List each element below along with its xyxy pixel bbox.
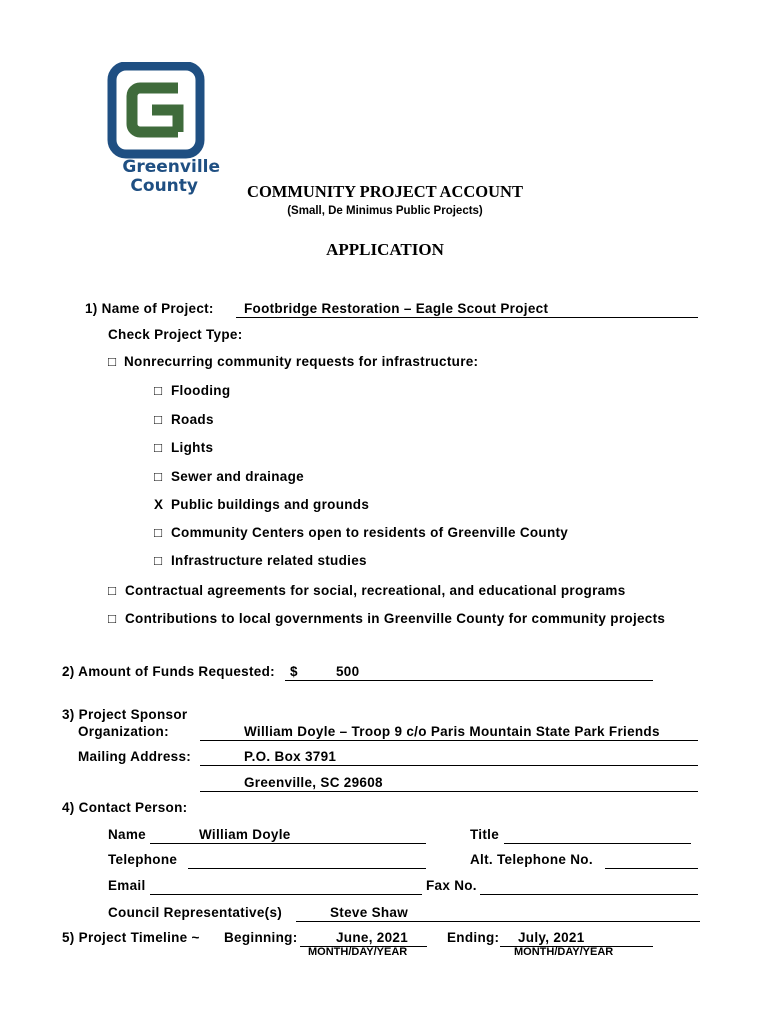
option-label: Flooding [171,383,231,398]
checkbox[interactable]: □ [154,525,163,540]
funds-requested-value: 500 [336,664,360,679]
option-label: Community Centers open to residents of Greenville County [171,525,569,540]
checkbox[interactable]: □ [154,383,163,398]
contact-name-value: William Doyle [199,827,291,842]
option-label: Infrastructure related studies [171,553,367,568]
address-line2-value: Greenville, SC 29608 [244,775,383,790]
checkbox[interactable]: □ [154,469,163,484]
funds-currency: $ [290,664,298,679]
checkbox[interactable]: □ [154,440,163,455]
telephone-line[interactable] [188,868,426,869]
checkbox[interactable]: □ [108,611,117,626]
address-line2-line[interactable] [200,791,698,792]
checkbox[interactable]: □ [108,583,117,598]
fax-label: Fax No. [426,878,477,893]
council-rep-label: Council Representative(s) [108,905,283,920]
beginning-format-hint: MONTH/DAY/YEAR [308,946,408,958]
sponsor-label-line1: 3) Project Sponsor [62,707,188,722]
sponsor-label-line2: Organization: [78,724,169,739]
beginning-value: June, 2021 [336,930,409,945]
email-line[interactable] [150,894,422,895]
subtype-option-roads[interactable] [154,412,214,427]
ending-value: July, 2021 [518,930,585,945]
address-line1-line[interactable] [200,765,698,766]
contributions-option[interactable] [108,611,665,626]
subtype-option-community-centers[interactable] [154,525,568,540]
checkbox[interactable]: □ [154,412,163,427]
contact-title-label: Title [470,827,500,842]
option-label: Roads [171,412,214,427]
contact-name-label: Name [108,827,146,842]
contact-title-line[interactable] [504,843,691,844]
application-heading: APPLICATION [326,240,444,259]
address-line1-value: P.O. Box 3791 [244,749,337,764]
council-rep-value: Steve Shaw [330,905,409,920]
option-label: Sewer and drainage [171,469,304,484]
page-subtitle: (Small, De Minimus Public Projects) [287,205,483,217]
subtype-option-lights[interactable] [154,440,213,455]
contact-person-label: 4) Contact Person: [62,800,188,815]
organization-line[interactable] [200,740,698,741]
organization-value: William Doyle – Troop 9 c/o Paris Mountain State Park Friends [244,724,660,739]
email-label: Email [108,878,146,893]
option-label: Nonrecurring community requests for infrastructure: [124,354,479,369]
fax-line[interactable] [480,894,698,895]
alt-telephone-label: Alt. Telephone No. [470,852,593,867]
funds-requested-line[interactable] [285,680,653,681]
project-name-line[interactable] [236,317,698,318]
check-project-type-label: Check Project Type: [108,327,243,342]
project-name-value: Footbridge Restoration – Eagle Scout Project [244,301,549,316]
county-logo-mark [92,62,222,162]
checkbox[interactable]: □ [108,354,117,369]
option-label: Contributions to local governments in Greenville County for community projects [125,611,666,626]
mailing-address-label: Mailing Address: [78,749,192,764]
timeline-label: 5) Project Timeline ~ [62,930,200,945]
page-title: COMMUNITY PROJECT ACCOUNT [247,182,523,201]
checkbox[interactable]: □ [154,553,163,568]
option-label: Lights [171,440,214,455]
contact-name-line[interactable] [150,843,426,844]
checkbox-checked[interactable]: X [154,497,164,512]
county-logo [92,62,222,202]
nonrecurring-option[interactable] [108,354,478,369]
subtype-option-sewer[interactable] [154,469,304,484]
logo-name-line1: Greenville [122,157,220,177]
council-rep-line[interactable] [296,921,700,922]
option-label: Public buildings and grounds [171,497,370,512]
option-label: Contractual agreements for social, recreational, and educational programs [125,583,626,598]
alt-telephone-line[interactable] [605,868,698,869]
subtype-option-flooding[interactable] [154,383,230,398]
funds-requested-label: 2) Amount of Funds Requested: [62,664,275,679]
ending-label: Ending: [447,930,500,945]
logo-name-line2: County [130,176,198,196]
subtype-option-infrastructure-studies[interactable] [154,553,367,568]
telephone-label: Telephone [108,852,178,867]
contractual-option[interactable] [108,583,626,598]
beginning-label: Beginning: [224,930,298,945]
project-name-label: 1) Name of Project: [85,301,214,316]
subtype-option-public-buildings[interactable] [154,497,369,512]
ending-format-hint: MONTH/DAY/YEAR [514,946,614,958]
